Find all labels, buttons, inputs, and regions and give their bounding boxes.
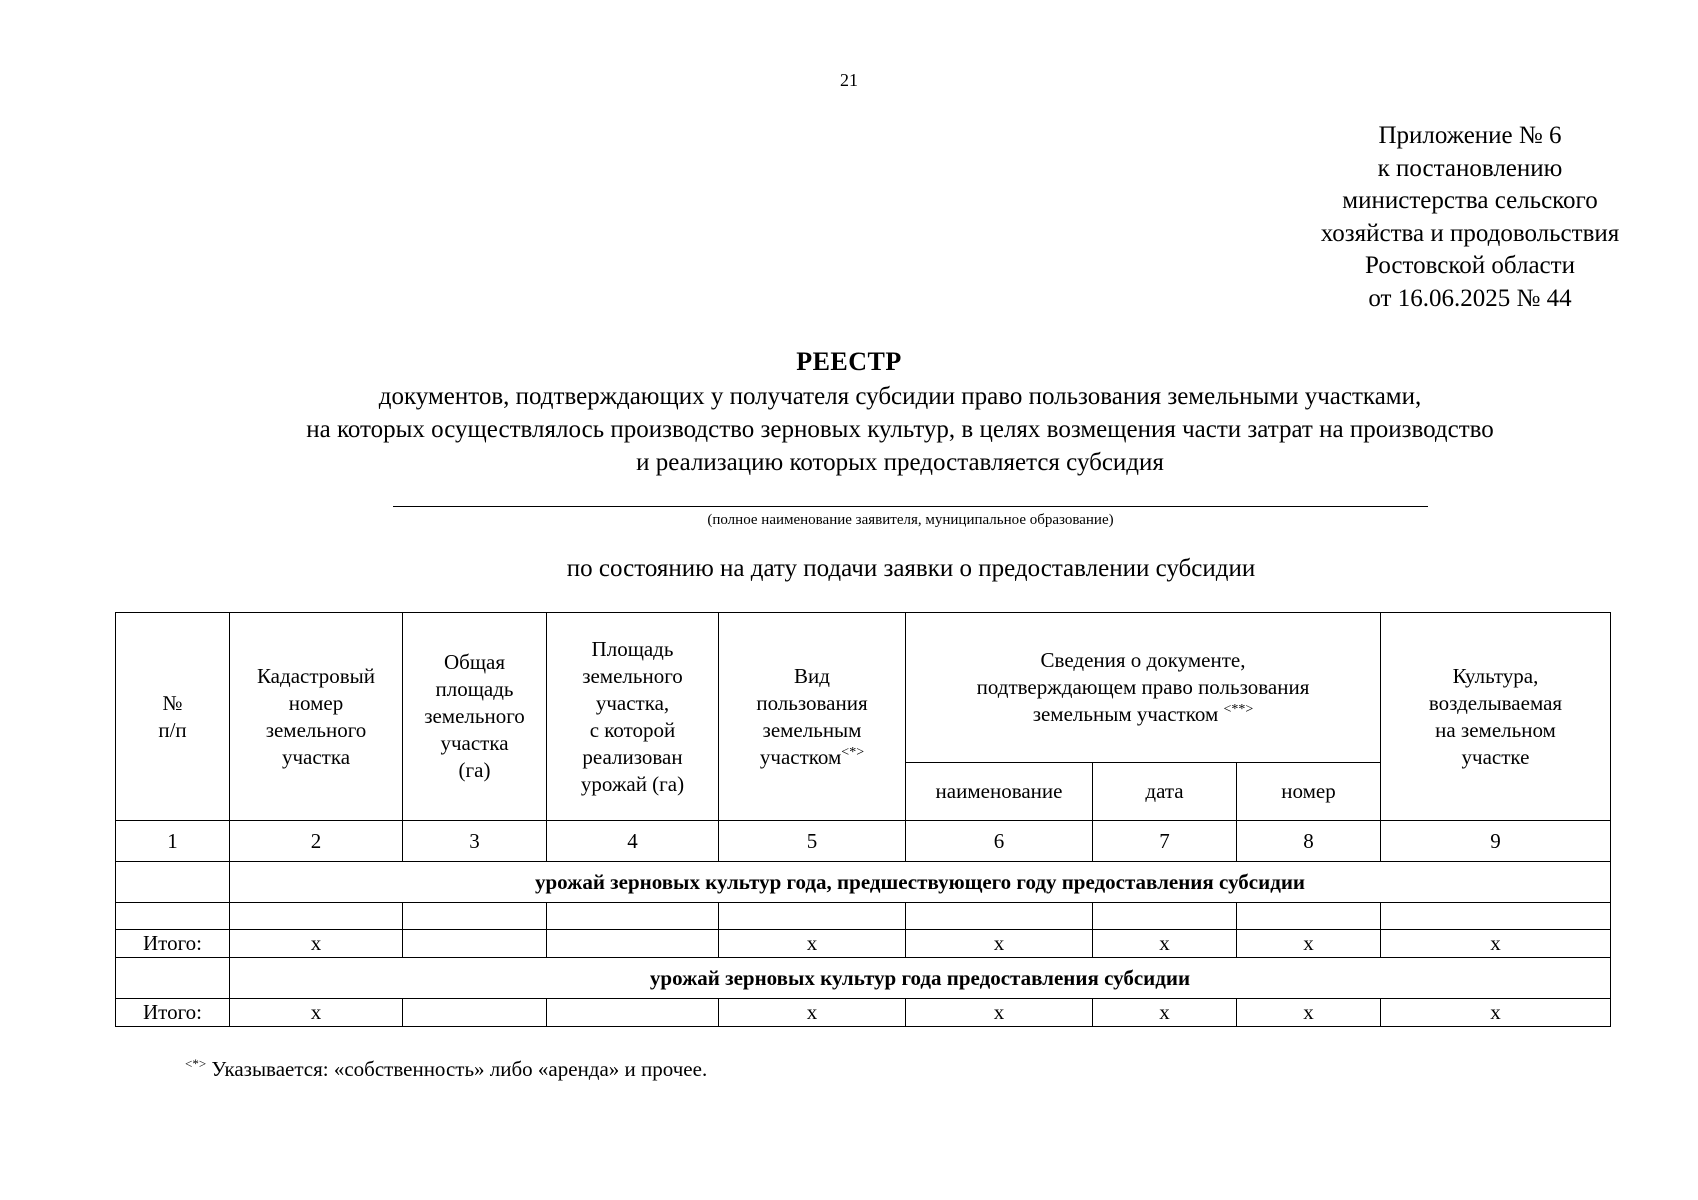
header-cell: Вид пользования земельным участком<*> xyxy=(719,613,906,821)
header-cell: номер xyxy=(1237,763,1381,821)
column-number-cell: 9 xyxy=(1381,821,1611,862)
appendix-line: хозяйства и продовольствия xyxy=(1320,219,1620,247)
header-group-cell: Сведения о документе, подтверждающем право пользования земельным участком <**> xyxy=(906,613,1381,763)
section-spacer-cell xyxy=(116,958,230,999)
applicant-name-line xyxy=(393,506,1428,507)
column-number-cell: 8 xyxy=(1237,821,1381,862)
table-cell xyxy=(403,930,547,958)
table-cell xyxy=(403,999,547,1027)
table-cell xyxy=(1093,903,1237,930)
table-cell xyxy=(906,903,1093,930)
footnote-mark: <*> xyxy=(185,1056,207,1071)
applicant-caption: (полное наименование заявителя, муниципальное образование) xyxy=(707,512,1114,528)
total-row xyxy=(116,930,1611,958)
column-number-cell: 5 xyxy=(719,821,906,862)
table-cell xyxy=(1381,903,1611,930)
header-cell: Культура, возделываемая на земельном участке xyxy=(1381,613,1611,821)
header-cell: № п/п xyxy=(116,613,230,821)
table-cell xyxy=(547,999,719,1027)
header-cell: Площадь земельного участка, с которой реализован урожай (га) xyxy=(547,613,719,821)
table-cell xyxy=(547,903,719,930)
table-cell: x xyxy=(906,999,1093,1027)
column-number-row xyxy=(116,821,1611,862)
section-row xyxy=(116,862,1611,903)
page-number: 21 xyxy=(840,70,858,90)
appendix-line: Ростовской области xyxy=(1365,252,1575,279)
section-title: урожай зерновых культур года предоставления субсидии xyxy=(230,958,1611,999)
table-cell: x xyxy=(1381,999,1611,1027)
footnote-mark: <*> xyxy=(841,744,865,760)
total-label: Итого: xyxy=(116,930,230,958)
header-cell: Кадастровый номер земельного участка xyxy=(230,613,403,821)
table-cell: x xyxy=(1237,930,1381,958)
table-cell: x xyxy=(1093,930,1237,958)
document-subtitle xyxy=(150,380,1650,479)
table-cell: x xyxy=(1237,999,1381,1027)
subtitle-line: документов, подтверждающих у получателя субсидии право пользования земельными участками, xyxy=(378,383,1422,410)
table-cell xyxy=(1237,903,1381,930)
table-cell: x xyxy=(1093,999,1237,1027)
subtitle-line: и реализацию которых предоставляется субсидия xyxy=(636,449,1164,476)
table-cell xyxy=(403,903,547,930)
total-label: Итого: xyxy=(116,999,230,1027)
section-title: урожай зерновых культур года, предшествующего году предоставления субсидии xyxy=(230,862,1611,903)
table-cell: x xyxy=(719,999,906,1027)
as-of-date-text: по состоянию на дату подачи заявки о предоставлении субсидии xyxy=(566,555,1256,582)
table-cell: x xyxy=(230,999,403,1027)
table-cell: x xyxy=(719,930,906,958)
subtitle-line: на которых осуществлялось производство зерновых культур, в целях возмещения части затрат на производство xyxy=(306,416,1494,443)
column-number-cell: 2 xyxy=(230,821,403,862)
column-number-cell: 7 xyxy=(1093,821,1237,862)
table-cell xyxy=(230,903,403,930)
table-header-row xyxy=(116,613,1611,763)
registry-table xyxy=(115,612,1611,1027)
section-spacer-cell xyxy=(116,862,230,903)
table-row xyxy=(116,903,1611,930)
footnote-mark: <**> xyxy=(1223,702,1254,717)
appendix-line: к постановлению xyxy=(1377,154,1563,182)
column-number-cell: 6 xyxy=(906,821,1093,862)
column-number-cell: 3 xyxy=(403,821,547,862)
table-cell: x xyxy=(906,930,1093,958)
table-cell xyxy=(547,930,719,958)
column-number-cell: 1 xyxy=(116,821,230,862)
table-cell: x xyxy=(230,930,403,958)
appendix-header xyxy=(1250,120,1690,315)
header-cell: наименование xyxy=(906,763,1093,821)
header-cell: дата xyxy=(1093,763,1237,821)
footnote xyxy=(185,1057,707,1082)
appendix-line: от 16.06.2025 № 44 xyxy=(1368,284,1572,312)
column-number-cell: 4 xyxy=(547,821,719,862)
total-row xyxy=(116,999,1611,1027)
table-cell xyxy=(719,903,906,930)
footnote-text: Указывается: «собственность» либо «аренда» и прочее. xyxy=(206,1057,708,1081)
appendix-line: министерства сельского xyxy=(1342,187,1598,214)
document-title: РЕЕСТР xyxy=(796,347,902,376)
table-cell: x xyxy=(1381,930,1611,958)
header-cell: Общая площадь земельного участка (га) xyxy=(403,613,547,821)
section-row xyxy=(116,958,1611,999)
table-cell xyxy=(116,903,230,930)
appendix-line: Приложение № 6 xyxy=(1378,122,1562,149)
